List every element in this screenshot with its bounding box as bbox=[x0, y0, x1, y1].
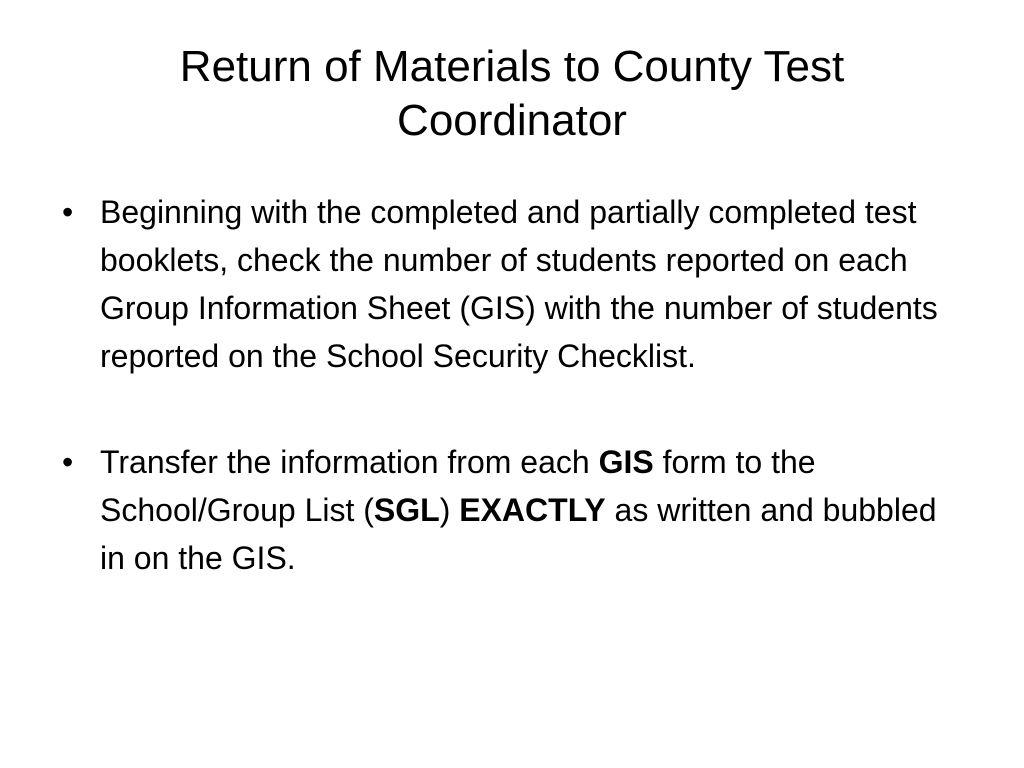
bullet-icon: • bbox=[62, 194, 74, 230]
bullet-text: Beginning with the completed and partially completed test booklets, check the number of students reported on each Group Information Sheet (GIS) with the number of students reported on the School Security Checklist. bbox=[100, 194, 938, 374]
bullet-icon: • bbox=[62, 444, 74, 480]
text-run: form to the School/Group List ( bbox=[100, 444, 816, 528]
bold-term-sgl: SGL bbox=[373, 492, 440, 528]
bullet-list bbox=[60, 188, 940, 640]
bullet-item bbox=[60, 438, 940, 582]
bullet-text bbox=[100, 444, 937, 576]
text-run: as written and bubbled in on the GIS. bbox=[100, 492, 937, 576]
bullet-item bbox=[60, 188, 940, 380]
text-run: Transfer the information from each bbox=[100, 444, 599, 480]
bold-term-gis: GIS bbox=[598, 444, 654, 480]
slide-title: Return of Materials to County Test Coordinator bbox=[179, 42, 845, 145]
bold-term-exactly: EXACTLY bbox=[459, 492, 606, 528]
text-run: ) bbox=[439, 492, 460, 528]
